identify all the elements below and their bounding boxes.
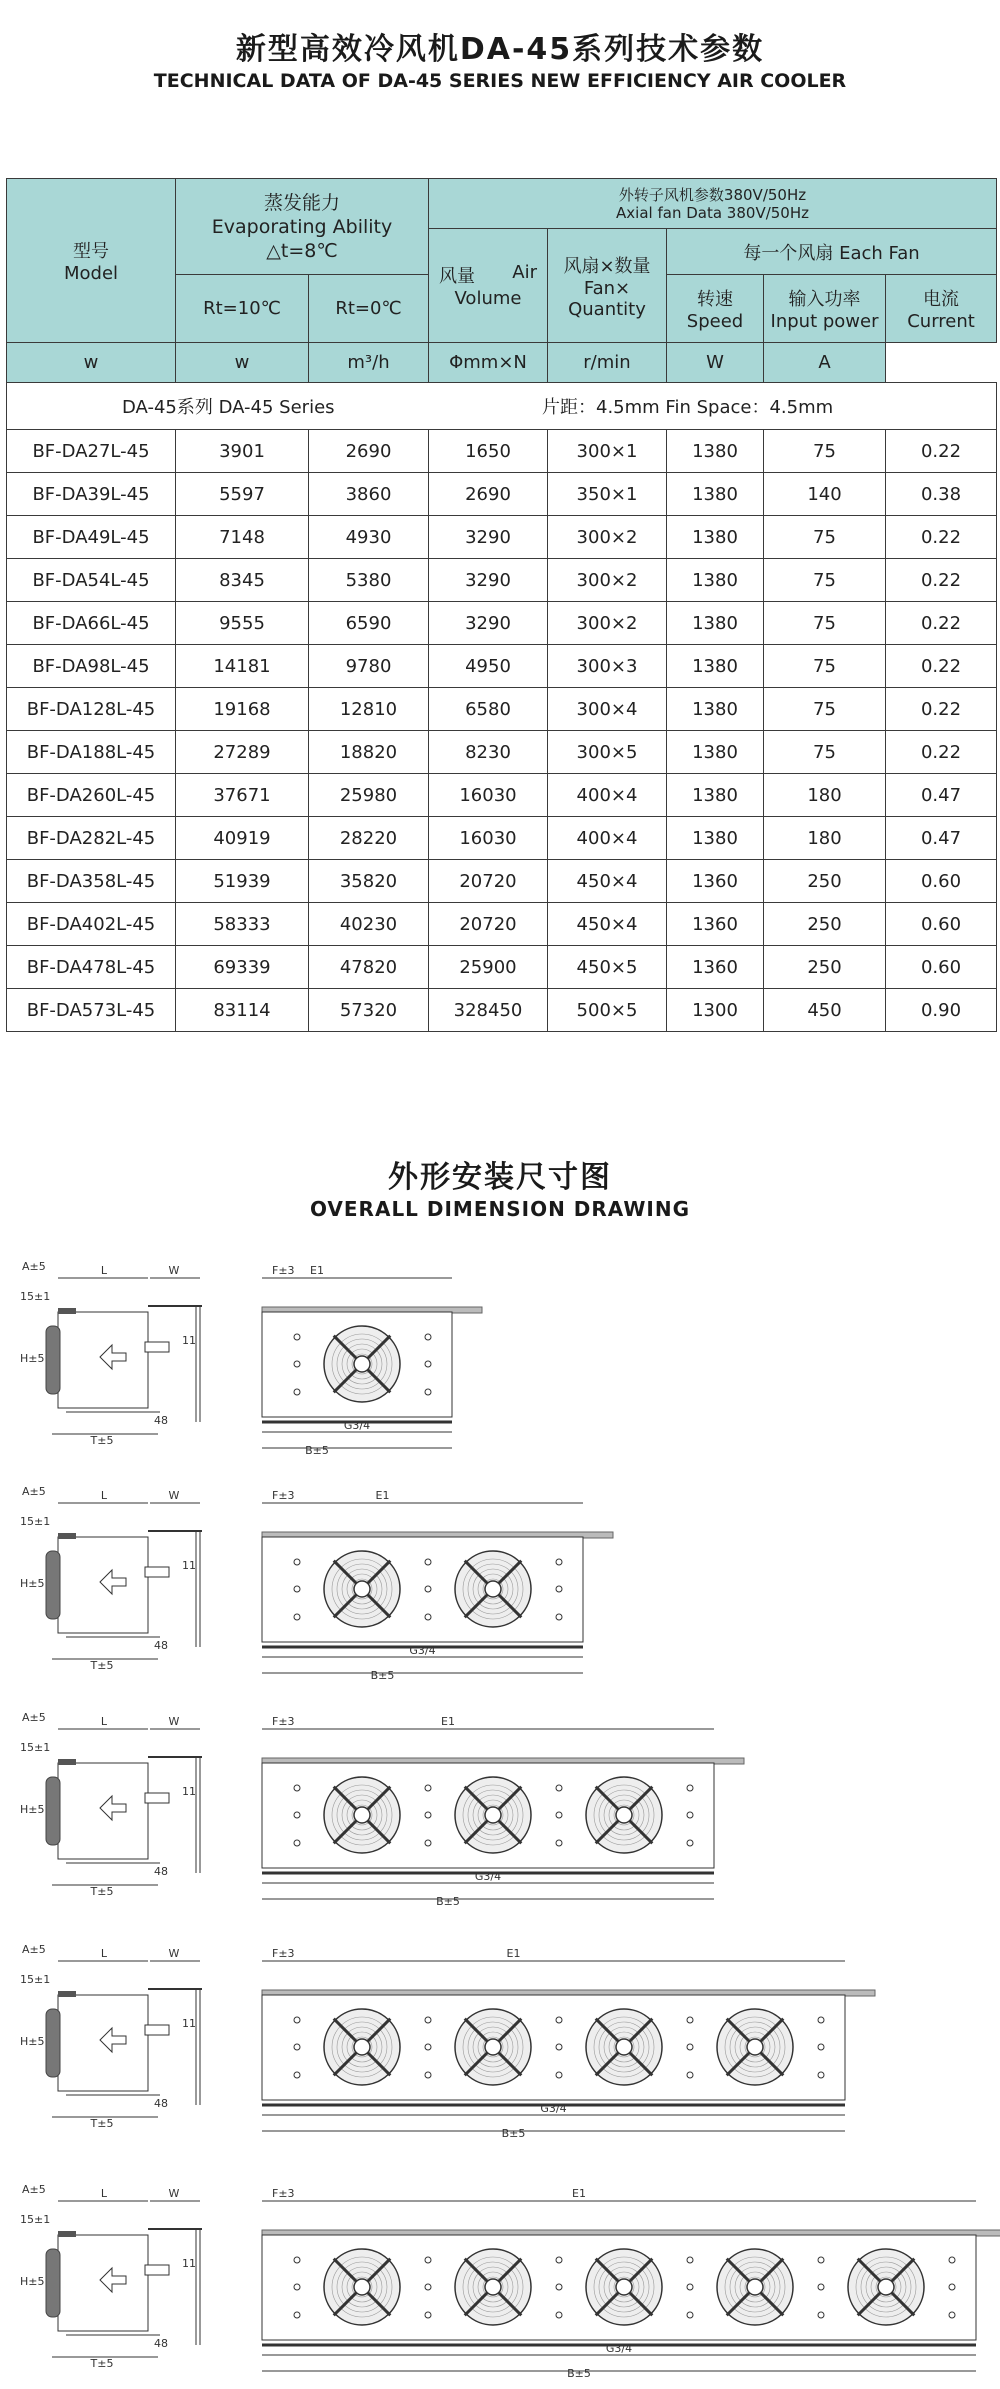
table-cell: 0.38 bbox=[886, 473, 997, 516]
table-cell: 1380 bbox=[667, 516, 764, 559]
table-cell: 300×1 bbox=[548, 430, 667, 473]
series-row bbox=[7, 383, 997, 430]
dim-t-label: T±5 bbox=[90, 2117, 114, 2130]
table-cell: 1380 bbox=[667, 430, 764, 473]
dim-g-label: G3/4 bbox=[540, 2102, 567, 2115]
dim-48-label: 48 bbox=[154, 1414, 168, 1427]
table-row bbox=[7, 946, 997, 989]
unit-w1: w bbox=[7, 343, 176, 383]
drawing-5-fan bbox=[0, 2185, 1000, 2389]
table-cell: 35820 bbox=[309, 860, 429, 903]
fan-qty-header: 风扇×数量 Fan× Quantity bbox=[548, 229, 667, 343]
table-cell: 1360 bbox=[667, 903, 764, 946]
table-cell: 40230 bbox=[309, 903, 429, 946]
table-cell: BF-DA27L-45 bbox=[7, 430, 176, 473]
table-cell: 5597 bbox=[176, 473, 309, 516]
table-row bbox=[7, 559, 997, 602]
dim-w-label: W bbox=[168, 1489, 180, 1502]
drawing-1-fan bbox=[0, 1262, 1000, 1466]
side-view bbox=[46, 1531, 202, 1647]
fan-icon bbox=[324, 1551, 400, 1627]
table-cell: 300×3 bbox=[548, 645, 667, 688]
table-cell: 0.47 bbox=[886, 817, 997, 860]
table-cell: 300×2 bbox=[548, 516, 667, 559]
table-cell: BF-DA478L-45 bbox=[7, 946, 176, 989]
table-cell: 250 bbox=[764, 903, 886, 946]
table-cell: 350×1 bbox=[548, 473, 667, 516]
table-cell: 1380 bbox=[667, 731, 764, 774]
air-volume-header: 风量 Air Volume bbox=[429, 229, 548, 343]
table-cell: 328450 bbox=[429, 989, 548, 1032]
table-cell: 19168 bbox=[176, 688, 309, 731]
table-row bbox=[7, 430, 997, 473]
model-header: 型号 Model bbox=[7, 179, 176, 343]
table-cell: 180 bbox=[764, 774, 886, 817]
table-cell: 25980 bbox=[309, 774, 429, 817]
dim-48-label: 48 bbox=[154, 1865, 168, 1878]
drawing-title-cn: 外形安装尺寸图 bbox=[388, 1160, 612, 1195]
table-cell: 0.22 bbox=[886, 516, 997, 559]
side-view bbox=[46, 1989, 202, 2105]
fan-icon bbox=[455, 1777, 531, 1853]
dim-w-label: W bbox=[168, 2187, 180, 2200]
table-row bbox=[7, 731, 997, 774]
table-cell: 250 bbox=[764, 946, 886, 989]
table-cell: 1380 bbox=[667, 817, 764, 860]
table-cell: 57320 bbox=[309, 989, 429, 1032]
table-row bbox=[7, 602, 997, 645]
fan-icon bbox=[586, 2009, 662, 2085]
fan-icon bbox=[455, 1551, 531, 1627]
dim-e1-label: E1 bbox=[310, 1264, 324, 1277]
table-cell: 500×5 bbox=[548, 989, 667, 1032]
unit-w2: w bbox=[176, 343, 309, 383]
dim-w-label: W bbox=[168, 1947, 180, 1960]
table-cell: 16030 bbox=[429, 817, 548, 860]
table-cell: 1360 bbox=[667, 946, 764, 989]
table-cell: BF-DA260L-45 bbox=[7, 774, 176, 817]
dim-a-label: A±5 bbox=[22, 1713, 46, 1724]
dim-h-label: H±5 bbox=[20, 1352, 45, 1365]
table-cell: 0.90 bbox=[886, 989, 997, 1032]
dim-l-label: L bbox=[100, 1264, 108, 1277]
table-cell: 450×5 bbox=[548, 946, 667, 989]
table-cell: 1380 bbox=[667, 774, 764, 817]
fan-icon bbox=[455, 2009, 531, 2085]
table-cell: 0.60 bbox=[886, 946, 997, 989]
table-row bbox=[7, 903, 997, 946]
drawing-4-fan bbox=[0, 1945, 1000, 2149]
table-cell: 75 bbox=[764, 731, 886, 774]
table-cell: 75 bbox=[764, 645, 886, 688]
table-cell: 180 bbox=[764, 817, 886, 860]
table-cell: 3901 bbox=[176, 430, 309, 473]
dim-48-label: 48 bbox=[154, 2337, 168, 2350]
dim-f-label: F±3 bbox=[272, 1264, 295, 1277]
dim-e1-label: E1 bbox=[506, 1947, 521, 1960]
unit-speed: r/min bbox=[548, 343, 667, 383]
table-cell: 20720 bbox=[429, 903, 548, 946]
table-cell: 300×5 bbox=[548, 731, 667, 774]
title-cn: 新型高效冷风机DA-45系列技术参数 bbox=[235, 32, 765, 67]
fan-icon bbox=[324, 2009, 400, 2085]
dim-f-label: F±3 bbox=[272, 1715, 295, 1728]
table-cell: BF-DA39L-45 bbox=[7, 473, 176, 516]
dim-48-label: 48 bbox=[154, 2097, 168, 2110]
table-cell: 2690 bbox=[309, 430, 429, 473]
fin-space-label: 片距：4.5mm Fin Space：4.5mm bbox=[542, 397, 834, 418]
dim-t-label: T±5 bbox=[90, 2357, 114, 2370]
table-row bbox=[7, 817, 997, 860]
dim-g-label: G3/4 bbox=[343, 1419, 371, 1432]
table-row bbox=[7, 473, 997, 516]
dim-w-label: W bbox=[168, 1715, 180, 1728]
dim-15-label: 15±1 bbox=[20, 1290, 51, 1303]
table-cell: 1300 bbox=[667, 989, 764, 1032]
table-cell: 83114 bbox=[176, 989, 309, 1032]
table-cell: 1380 bbox=[667, 688, 764, 731]
fan-icon bbox=[455, 2249, 531, 2325]
fan-params-header: 外转子风机参数380V/50Hz Axial fan Data 380V/50Hz bbox=[429, 179, 997, 229]
table-cell: 7148 bbox=[176, 516, 309, 559]
table-cell: 75 bbox=[764, 516, 886, 559]
table-cell: BF-DA98L-45 bbox=[7, 645, 176, 688]
table-row bbox=[7, 860, 997, 903]
fan-icon bbox=[717, 2009, 793, 2085]
each-fan-header: 每一个风扇 Each Fan bbox=[667, 229, 997, 275]
table-cell: 450×4 bbox=[548, 903, 667, 946]
dim-15-label: 15±1 bbox=[20, 1973, 51, 1986]
table-cell: 58333 bbox=[176, 903, 309, 946]
unit-air: m³/h bbox=[309, 343, 429, 383]
dim-f-label: F±3 bbox=[272, 2187, 295, 2200]
dim-11-label: 11 bbox=[182, 2257, 196, 2270]
table-cell: 8230 bbox=[429, 731, 548, 774]
table-cell: 300×2 bbox=[548, 602, 667, 645]
current-header: 电流 Current bbox=[886, 275, 997, 343]
table-cell: 6580 bbox=[429, 688, 548, 731]
dim-e1-label: E1 bbox=[572, 2187, 586, 2200]
table-cell: 1650 bbox=[429, 430, 548, 473]
dim-l-label: L bbox=[100, 2187, 108, 2200]
side-view bbox=[46, 1306, 202, 1422]
table-cell: 5380 bbox=[309, 559, 429, 602]
table-row bbox=[7, 989, 997, 1032]
table-cell: 450×4 bbox=[548, 860, 667, 903]
table-cell: 25900 bbox=[429, 946, 548, 989]
dim-l-label: L bbox=[100, 1489, 108, 1502]
table-cell: 3290 bbox=[429, 516, 548, 559]
table-cell: BF-DA54L-45 bbox=[7, 559, 176, 602]
table-cell: 1360 bbox=[667, 860, 764, 903]
table-cell: 300×4 bbox=[548, 688, 667, 731]
dim-t-label: T±5 bbox=[90, 1434, 114, 1447]
unit-fan: Φmm×N bbox=[429, 343, 548, 383]
dim-15-label: 15±1 bbox=[20, 1741, 51, 1754]
table-cell: 4950 bbox=[429, 645, 548, 688]
dim-b-label: B±5 bbox=[370, 1669, 395, 1682]
dim-l-label: L bbox=[100, 1715, 108, 1728]
dim-b-label: B±5 bbox=[436, 1895, 460, 1908]
table-cell: 75 bbox=[764, 559, 886, 602]
table-cell: 3290 bbox=[429, 559, 548, 602]
side-view bbox=[46, 2229, 202, 2345]
dim-g-label: G3/4 bbox=[409, 1644, 436, 1657]
table-cell: 400×4 bbox=[548, 774, 667, 817]
rt10-header: Rt=10℃ bbox=[176, 275, 309, 343]
table-cell: 3290 bbox=[429, 602, 548, 645]
table-cell: 4930 bbox=[309, 516, 429, 559]
table-cell: 75 bbox=[764, 688, 886, 731]
power-header: 输入功率 Input power bbox=[764, 275, 886, 343]
dim-b-label: B±5 bbox=[567, 2367, 591, 2380]
dim-11-label: 11 bbox=[182, 2017, 196, 2030]
table-cell: 1380 bbox=[667, 559, 764, 602]
dim-11-label: 11 bbox=[182, 1559, 196, 1572]
unit-current: A bbox=[764, 343, 886, 383]
table-cell: 18820 bbox=[309, 731, 429, 774]
table-cell: 75 bbox=[764, 602, 886, 645]
dim-t-label: T±5 bbox=[90, 1659, 114, 1672]
table-cell: BF-DA188L-45 bbox=[7, 731, 176, 774]
dim-f-label: F±3 bbox=[272, 1947, 295, 1960]
table-cell: 14181 bbox=[176, 645, 309, 688]
table-cell: 400×4 bbox=[548, 817, 667, 860]
table-cell: BF-DA402L-45 bbox=[7, 903, 176, 946]
fan-icon bbox=[324, 1777, 400, 1853]
rt0-header: Rt=0℃ bbox=[309, 275, 429, 343]
table-cell: 51939 bbox=[176, 860, 309, 903]
table-cell: 0.22 bbox=[886, 430, 997, 473]
dim-b-label: B±5 bbox=[501, 2127, 526, 2140]
table-cell: 75 bbox=[764, 430, 886, 473]
series-label: DA-45系列 DA-45 Series bbox=[122, 397, 335, 418]
evap-header: 蒸发能力 Evaporating Ability △t=8℃ bbox=[176, 179, 429, 275]
dim-11-label: 11 bbox=[182, 1334, 196, 1347]
table-cell: 0.22 bbox=[886, 559, 997, 602]
table-cell: 250 bbox=[764, 860, 886, 903]
dim-15-label: 15±1 bbox=[20, 1515, 51, 1528]
table-cell: 9555 bbox=[176, 602, 309, 645]
unit-power: W bbox=[667, 343, 764, 383]
table-cell: 9780 bbox=[309, 645, 429, 688]
dim-e1-label: E1 bbox=[441, 1715, 455, 1728]
drawing-3-fan bbox=[0, 1713, 1000, 1917]
dim-h-label: H±5 bbox=[20, 2275, 45, 2288]
dim-15-label: 15±1 bbox=[20, 2213, 51, 2226]
table-cell: 40919 bbox=[176, 817, 309, 860]
table-cell: 1380 bbox=[667, 602, 764, 645]
table-cell: 16030 bbox=[429, 774, 548, 817]
dim-h-label: H±5 bbox=[20, 1803, 45, 1816]
dim-t-label: T±5 bbox=[90, 1885, 114, 1898]
table-cell: BF-DA49L-45 bbox=[7, 516, 176, 559]
fan-icon bbox=[324, 2249, 400, 2325]
table-cell: 12810 bbox=[309, 688, 429, 731]
table-cell: BF-DA282L-45 bbox=[7, 817, 176, 860]
table-cell: 300×2 bbox=[548, 559, 667, 602]
table-cell: 1380 bbox=[667, 473, 764, 516]
dim-11-label: 11 bbox=[182, 1785, 196, 1798]
dim-a-label: A±5 bbox=[22, 1262, 46, 1273]
dim-f-label: F±3 bbox=[272, 1489, 295, 1502]
dim-a-label: A±5 bbox=[22, 1487, 46, 1498]
table-cell: 47820 bbox=[309, 946, 429, 989]
table-cell: 2690 bbox=[429, 473, 548, 516]
table-cell: 28220 bbox=[309, 817, 429, 860]
table-cell: 69339 bbox=[176, 946, 309, 989]
table-cell: 27289 bbox=[176, 731, 309, 774]
table-cell: 0.22 bbox=[886, 731, 997, 774]
table-cell: 8345 bbox=[176, 559, 309, 602]
table-cell: 140 bbox=[764, 473, 886, 516]
drawing-2-fan bbox=[0, 1487, 1000, 1691]
table-cell: 0.22 bbox=[886, 602, 997, 645]
title-en: TECHNICAL DATA OF DA-45 SERIES NEW EFFICIENCY AIR COOLER bbox=[153, 70, 847, 92]
table-cell: BF-DA66L-45 bbox=[7, 602, 176, 645]
dim-g-label: G3/4 bbox=[474, 1870, 502, 1883]
dim-a-label: A±5 bbox=[22, 1945, 46, 1956]
speed-header: 转速 Speed bbox=[667, 275, 764, 343]
drawing-title-en: OVERALL DIMENSION DRAWING bbox=[309, 1197, 691, 1221]
side-view bbox=[46, 1757, 202, 1873]
table-cell: 0.60 bbox=[886, 860, 997, 903]
table-cell: BF-DA573L-45 bbox=[7, 989, 176, 1032]
table-cell: 0.60 bbox=[886, 903, 997, 946]
table-cell: BF-DA128L-45 bbox=[7, 688, 176, 731]
dim-h-label: H±5 bbox=[20, 1577, 45, 1590]
dim-48-label: 48 bbox=[154, 1639, 168, 1652]
fan-icon bbox=[586, 1777, 662, 1853]
fan-icon bbox=[324, 1326, 400, 1402]
table-row bbox=[7, 774, 997, 817]
dim-g-label: G3/4 bbox=[605, 2342, 633, 2355]
table-row bbox=[7, 516, 997, 559]
dim-l-label: L bbox=[100, 1947, 108, 1960]
dim-e1-label: E1 bbox=[375, 1489, 390, 1502]
table-row bbox=[7, 688, 997, 731]
spec-table bbox=[6, 178, 997, 1032]
table-cell: 450 bbox=[764, 989, 886, 1032]
dim-a-label: A±5 bbox=[22, 2185, 46, 2196]
table-cell: 3860 bbox=[309, 473, 429, 516]
table-cell: 0.22 bbox=[886, 645, 997, 688]
table-cell: BF-DA358L-45 bbox=[7, 860, 176, 903]
dim-w-label: W bbox=[168, 1264, 180, 1277]
table-cell: 20720 bbox=[429, 860, 548, 903]
table-cell: 0.22 bbox=[886, 688, 997, 731]
dim-b-label: B±5 bbox=[305, 1444, 329, 1457]
fan-icon bbox=[848, 2249, 924, 2325]
table-body bbox=[7, 430, 997, 1032]
table-cell: 37671 bbox=[176, 774, 309, 817]
table-row bbox=[7, 645, 997, 688]
fan-icon bbox=[586, 2249, 662, 2325]
table-cell: 0.47 bbox=[886, 774, 997, 817]
dim-h-label: H±5 bbox=[20, 2035, 45, 2048]
fan-icon bbox=[717, 2249, 793, 2325]
table-cell: 6590 bbox=[309, 602, 429, 645]
table-cell: 1380 bbox=[667, 645, 764, 688]
